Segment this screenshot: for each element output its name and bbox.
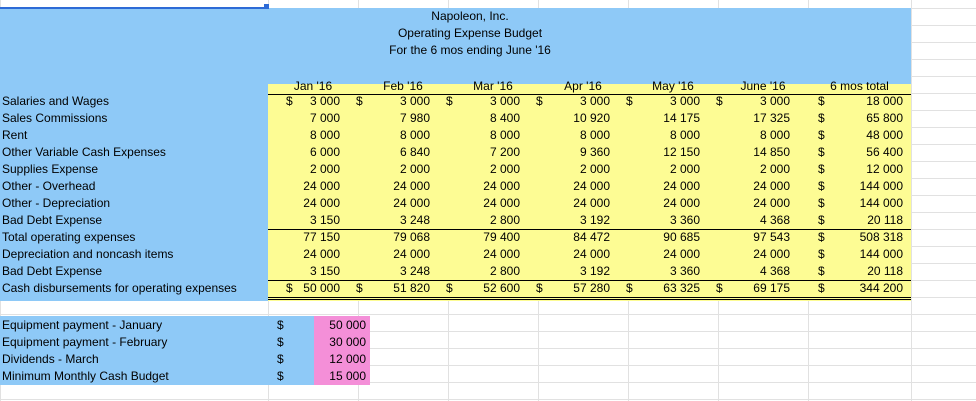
currency-symbol: $ bbox=[536, 94, 543, 108]
cell-value[interactable]: 144 000 bbox=[859, 179, 903, 193]
currency-symbol: $ bbox=[818, 213, 825, 227]
cell-value[interactable]: 79 400 bbox=[483, 230, 520, 244]
cell-value[interactable]: 10 920 bbox=[573, 111, 610, 125]
extra-item-value[interactable]: 30 000 bbox=[329, 335, 366, 349]
currency-symbol: $ bbox=[286, 94, 293, 108]
currency-symbol: $ bbox=[536, 281, 543, 295]
row-label[interactable]: Salaries and Wages bbox=[2, 94, 109, 108]
extra-item-value[interactable]: 50 000 bbox=[329, 318, 366, 332]
cell-value[interactable]: 7 200 bbox=[489, 145, 520, 159]
report-title-name: Operating Expense Budget bbox=[397, 26, 543, 40]
currency-symbol: $ bbox=[818, 94, 825, 108]
cell-value[interactable]: 50 000 bbox=[303, 281, 340, 295]
cell-value[interactable]: 24 000 bbox=[753, 179, 790, 193]
currency-symbol: $ bbox=[626, 281, 633, 295]
cell-value[interactable]: 24 000 bbox=[483, 196, 520, 210]
cell-value[interactable]: 20 118 bbox=[867, 213, 903, 227]
row-label[interactable]: Rent bbox=[2, 128, 28, 142]
cell-value[interactable]: 20 118 bbox=[867, 264, 903, 278]
cell-value[interactable]: 24 000 bbox=[573, 179, 610, 193]
cell-value[interactable]: 2 000 bbox=[399, 162, 430, 176]
cell-value[interactable]: 3 150 bbox=[309, 213, 340, 227]
row-label[interactable]: Bad Debt Expense bbox=[2, 264, 103, 278]
cell-value[interactable]: 17 325 bbox=[753, 111, 790, 125]
extra-item-value[interactable]: 15 000 bbox=[329, 369, 366, 383]
currency-symbol: $ bbox=[818, 281, 825, 295]
subtotal-line bbox=[268, 229, 911, 230]
cell-value[interactable]: 24 000 bbox=[663, 247, 700, 261]
currency-symbol: $ bbox=[446, 281, 453, 295]
cell-value[interactable]: 2 000 bbox=[309, 162, 340, 176]
row-label[interactable]: Supplies Expense bbox=[2, 162, 99, 176]
currency-symbol: $ bbox=[716, 94, 723, 108]
cell-value[interactable]: 24 000 bbox=[753, 196, 790, 210]
column-header[interactable]: Apr '16 bbox=[564, 79, 602, 93]
extra-currency-fill bbox=[268, 316, 314, 385]
cell-value[interactable]: 8 000 bbox=[759, 128, 790, 142]
total-double-line bbox=[268, 297, 911, 298]
cell-value[interactable]: 8 000 bbox=[669, 128, 700, 142]
cell-value[interactable]: 3 000 bbox=[759, 94, 790, 108]
currency-symbol: $ bbox=[626, 94, 633, 108]
cell-value[interactable]: 3 360 bbox=[669, 264, 700, 278]
column-header[interactable]: May '16 bbox=[652, 79, 694, 93]
cell-value[interactable]: 18 000 bbox=[866, 94, 903, 108]
cell-value[interactable]: 6 840 bbox=[399, 145, 430, 159]
cell-value[interactable]: 24 000 bbox=[303, 179, 340, 193]
extra-item-value[interactable]: 12 000 bbox=[329, 352, 366, 366]
total-double-line bbox=[268, 299, 911, 300]
column-header[interactable]: Mar '16 bbox=[473, 79, 513, 93]
cell-value[interactable]: 63 325 bbox=[663, 281, 700, 295]
cell-value[interactable]: 2 000 bbox=[579, 162, 610, 176]
cell-value[interactable]: 52 600 bbox=[483, 281, 520, 295]
cell-value[interactable]: 79 068 bbox=[393, 230, 430, 244]
cell-value[interactable]: 24 000 bbox=[573, 247, 610, 261]
extra-item-label[interactable]: Equipment payment - February bbox=[2, 335, 168, 349]
cell-value[interactable]: 77 150 bbox=[303, 230, 340, 244]
cell-value[interactable]: 24 000 bbox=[303, 247, 340, 261]
currency-symbol: $ bbox=[818, 230, 825, 244]
currency-symbol: $ bbox=[818, 196, 825, 210]
cell-value[interactable]: 3 000 bbox=[309, 94, 340, 108]
cell-value[interactable]: 69 175 bbox=[753, 281, 790, 295]
row-label[interactable]: Sales Commissions bbox=[2, 111, 108, 125]
extra-item-label[interactable]: Dividends - March bbox=[2, 352, 99, 366]
cell-value[interactable]: 3 360 bbox=[669, 213, 700, 227]
cell-value[interactable]: 3 248 bbox=[399, 264, 430, 278]
row-label[interactable]: Cash disbursements for operating expenses bbox=[2, 281, 237, 295]
row-label[interactable]: Other - Overhead bbox=[2, 179, 96, 193]
cell-value[interactable]: 24 000 bbox=[663, 196, 700, 210]
gridline-vertical bbox=[911, 0, 912, 401]
cell-value[interactable]: 14 175 bbox=[663, 111, 700, 125]
cell-value[interactable]: 24 000 bbox=[393, 247, 430, 261]
cell-value[interactable]: 14 850 bbox=[753, 145, 790, 159]
cell-value[interactable]: 57 280 bbox=[573, 281, 610, 295]
currency-symbol: $ bbox=[818, 111, 825, 125]
cell-value[interactable]: 3 000 bbox=[399, 94, 430, 108]
currency-symbol: $ bbox=[818, 128, 825, 142]
extra-item-label[interactable]: Minimum Monthly Cash Budget bbox=[2, 369, 169, 383]
cell-value[interactable]: 3 000 bbox=[579, 94, 610, 108]
currency-symbol: $ bbox=[818, 247, 825, 261]
currency-symbol: $ bbox=[356, 94, 363, 108]
cell-value[interactable]: 8 000 bbox=[489, 128, 520, 142]
row-label[interactable]: Depreciation and noncash items bbox=[2, 247, 174, 261]
column-header[interactable]: Jan '16 bbox=[293, 79, 333, 93]
cell-value[interactable]: 24 000 bbox=[483, 179, 520, 193]
cell-value[interactable]: 4 368 bbox=[759, 264, 790, 278]
cell-value[interactable]: 8 000 bbox=[399, 128, 430, 142]
gridline-horizontal bbox=[0, 399, 976, 400]
cell-value[interactable]: 344 200 bbox=[859, 281, 903, 295]
cell-value[interactable]: 8 400 bbox=[489, 111, 520, 125]
cell-value[interactable]: 2 000 bbox=[489, 162, 520, 176]
cell-value[interactable]: 3 248 bbox=[399, 213, 430, 227]
cell-value[interactable]: 84 472 bbox=[573, 230, 610, 244]
cell-value[interactable]: 3 192 bbox=[579, 264, 610, 278]
cell-value[interactable]: 24 000 bbox=[573, 196, 610, 210]
cell-value[interactable]: 3 000 bbox=[669, 94, 700, 108]
cell-selection-border bbox=[0, 7, 268, 9]
row-label[interactable]: Other - Depreciation bbox=[2, 196, 111, 210]
row-label[interactable]: Other Variable Cash Expenses bbox=[2, 145, 166, 159]
currency-symbol: $ bbox=[286, 281, 293, 295]
cell-value[interactable]: 6 000 bbox=[309, 145, 340, 159]
currency-symbol: $ bbox=[277, 318, 284, 332]
cell-value[interactable]: 3 192 bbox=[579, 213, 610, 227]
cell-value[interactable]: 2 000 bbox=[669, 162, 700, 176]
currency-symbol: $ bbox=[818, 145, 825, 159]
cell-value[interactable]: 7 980 bbox=[399, 111, 430, 125]
cell-value[interactable]: 9 360 bbox=[579, 145, 610, 159]
report-title-company: Napoleon, Inc. bbox=[431, 9, 509, 23]
row-label[interactable]: Bad Debt Expense bbox=[2, 213, 103, 227]
cell-value[interactable]: 51 820 bbox=[393, 281, 430, 295]
cell-value[interactable]: 56 400 bbox=[866, 145, 903, 159]
currency-symbol: $ bbox=[277, 352, 284, 366]
cell-value[interactable]: 24 000 bbox=[663, 179, 700, 193]
column-header[interactable]: Feb '16 bbox=[383, 79, 423, 93]
cell-value[interactable]: 3 150 bbox=[309, 264, 340, 278]
cell-value[interactable]: 2 000 bbox=[759, 162, 790, 176]
cell-value[interactable]: 24 000 bbox=[483, 247, 520, 261]
cell-value[interactable]: 508 318 bbox=[859, 230, 903, 244]
cell-value[interactable]: 12 000 bbox=[866, 162, 903, 176]
currency-symbol: $ bbox=[818, 162, 825, 176]
currency-symbol: $ bbox=[277, 335, 284, 349]
cell-value[interactable]: 144 000 bbox=[859, 247, 903, 261]
cell-value[interactable]: 2 800 bbox=[489, 213, 520, 227]
cell-value[interactable]: 3 000 bbox=[489, 94, 520, 108]
subtotal-line bbox=[268, 280, 911, 281]
selection-fill-handle[interactable] bbox=[264, 4, 269, 9]
cell-value[interactable]: 24 000 bbox=[303, 196, 340, 210]
extra-item-label[interactable]: Equipment payment - January bbox=[2, 318, 163, 332]
cell-value[interactable]: 8 000 bbox=[579, 128, 610, 142]
currency-symbol: $ bbox=[277, 369, 284, 383]
currency-symbol: $ bbox=[446, 94, 453, 108]
report-title-period: For the 6 mos ending June '16 bbox=[389, 43, 551, 57]
currency-symbol: $ bbox=[356, 281, 363, 295]
cell-value[interactable]: 65 800 bbox=[866, 111, 903, 125]
cell-value[interactable]: 144 000 bbox=[859, 196, 903, 210]
cell-value[interactable]: 12 150 bbox=[663, 145, 700, 159]
row-label[interactable]: Total operating expenses bbox=[2, 230, 136, 244]
gridline-horizontal bbox=[0, 314, 976, 315]
column-header[interactable]: 6 mos total bbox=[830, 79, 889, 93]
cell-value[interactable]: 2 800 bbox=[489, 264, 520, 278]
column-header[interactable]: June '16 bbox=[740, 79, 786, 93]
cell-value[interactable]: 97 543 bbox=[753, 230, 790, 244]
cell-value[interactable]: 7 000 bbox=[309, 111, 340, 125]
currency-symbol: $ bbox=[716, 281, 723, 295]
cell-value[interactable]: 8 000 bbox=[309, 128, 340, 142]
cell-value[interactable]: 4 368 bbox=[759, 213, 790, 227]
cell-value[interactable]: 24 000 bbox=[393, 179, 430, 193]
currency-symbol: $ bbox=[818, 179, 825, 193]
cell-value[interactable]: 90 685 bbox=[663, 230, 700, 244]
cell-value[interactable]: 48 000 bbox=[866, 128, 903, 142]
currency-symbol: $ bbox=[818, 264, 825, 278]
cell-value[interactable]: 24 000 bbox=[753, 247, 790, 261]
cell-value[interactable]: 24 000 bbox=[393, 196, 430, 210]
